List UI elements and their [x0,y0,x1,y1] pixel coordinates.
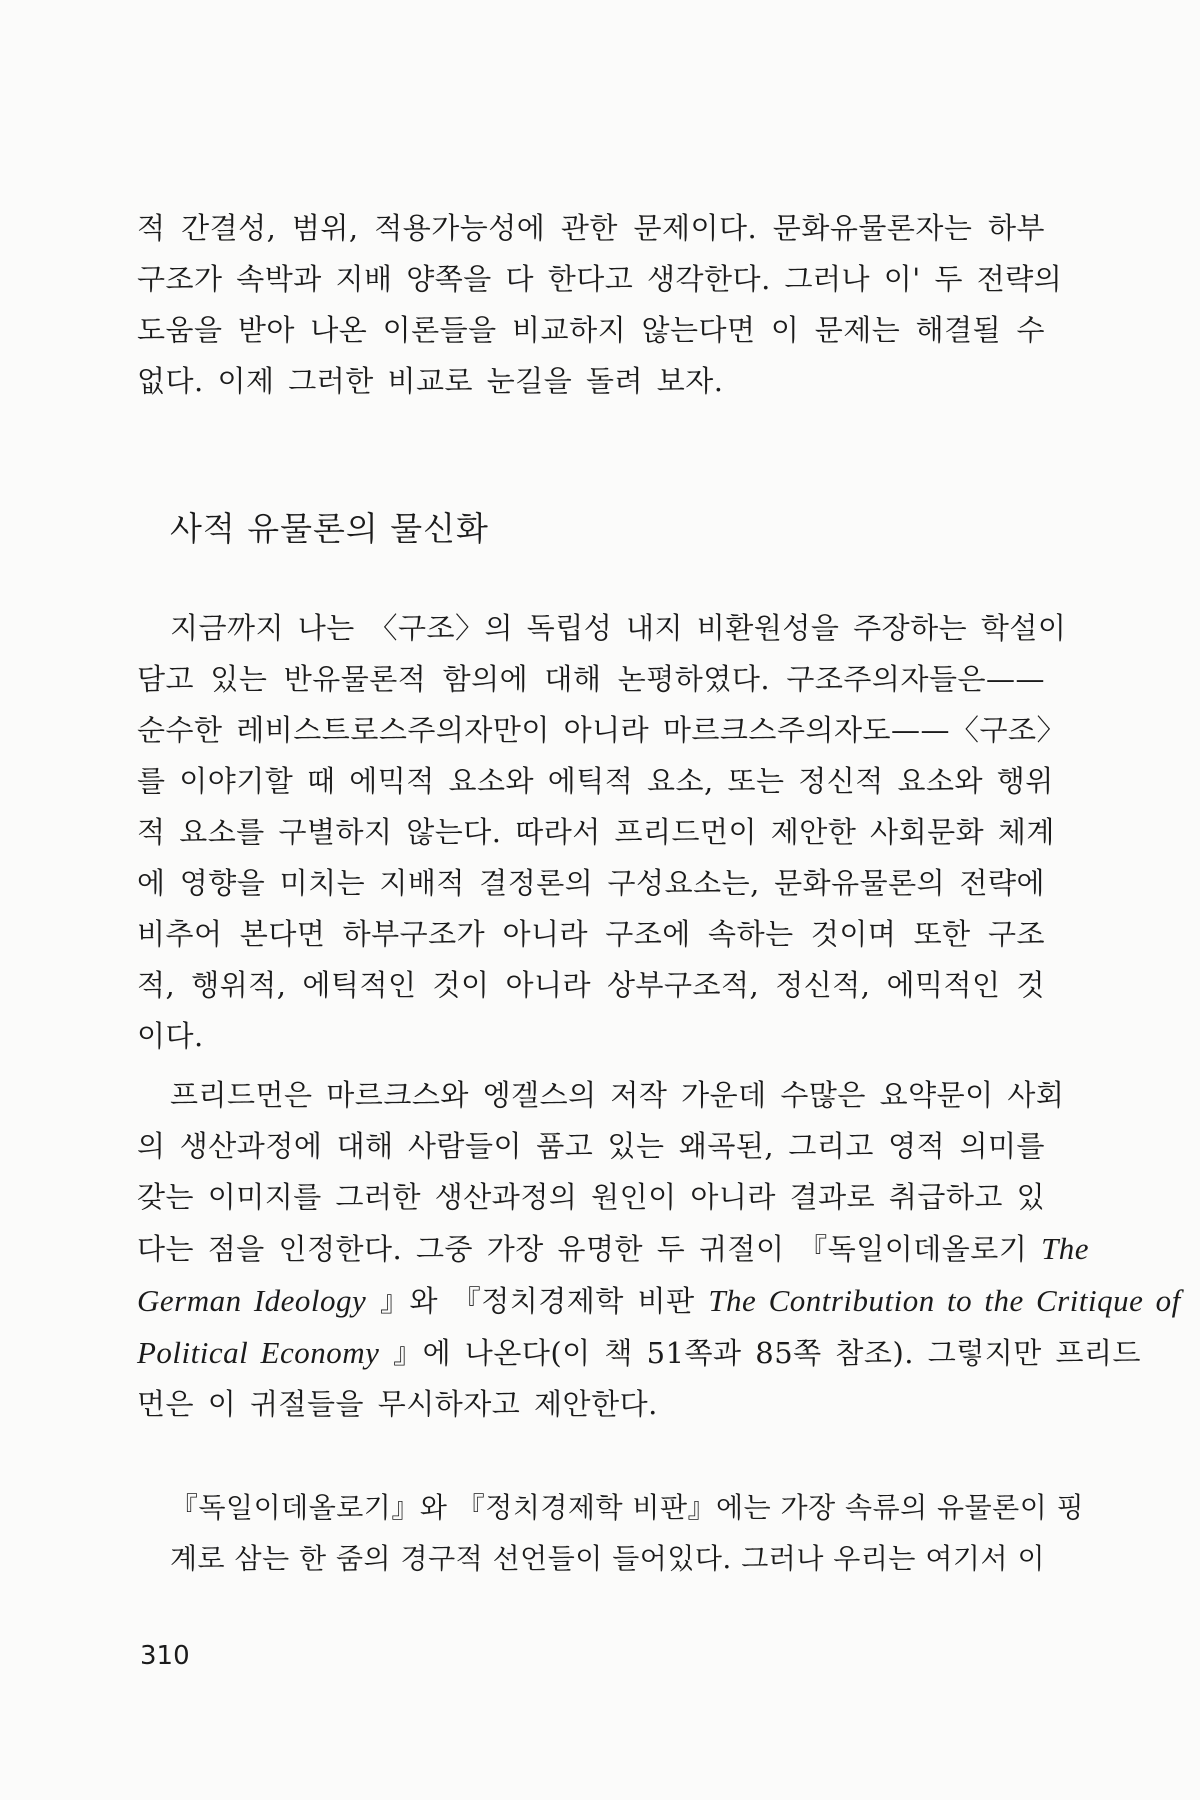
text-line: 지금까지 나는 〈구조〉의 독립성 내지 비환원성을 주장하는 학설이 [170,611,1067,645]
text-line: 적, 행위적, 에틱적인 것이 아니라 상부구조적, 정신적, 에믹적인 것 [137,968,1045,1002]
text-line: 갖는 이미지를 그러한 생산과정의 원인이 아니라 결과로 취급하고 있 [137,1180,1046,1214]
text-line: 적 요소를 구별하지 않는다. 따라서 프리드먼이 제안한 사회문화 체계 [137,815,1055,849]
text-line [137,1223,1090,1275]
book-title-english: The [1041,1231,1090,1266]
text-line: 『독일이데올로기』와 『정치경제학 비판』에는 가장 속류의 유물론이 핑 [170,1491,1085,1524]
text-line: 이다. [137,1019,204,1053]
text-line [137,1327,1142,1379]
paragraph-1 [137,603,1067,1062]
text-line: 순수한 레비스트로스주의자만이 아니라 마르크스주의자도——〈구조〉 [137,713,1067,747]
text-line [137,1275,1181,1327]
text-line: 비추어 본다면 하부구조가 아니라 구조에 속하는 것이며 또한 구조 [137,917,1045,951]
intro-paragraph [137,203,1063,407]
text-line: 프리드먼은 마르크스와 엥겔스의 저작 가운데 수많은 요약문이 사회 [170,1078,1065,1112]
text-line: 의 생산과정에 대해 사람들이 품고 있는 왜곡된, 그리고 영적 의미를 [137,1129,1045,1163]
book-title-english: The Contribution to the Critique of [708,1283,1181,1318]
book-title-english: German Ideology [137,1283,367,1318]
text-line: 도움을 받아 나온 이론들을 비교하지 않는다면 이 문제는 해결될 수 [137,313,1045,347]
text-line: 적 간결성, 범위, 적용가능성에 관한 문제이다. 문화유물론자는 하부 [137,211,1045,245]
text-segment: 』에 나온다(이 책 51쪽과 85쪽 참조). 그렇지만 프리드 [393,1336,1142,1370]
paragraph-2 [137,1070,1181,1430]
text-line: 를 이야기할 때 에믹적 요소와 에틱적 요소, 또는 정신적 요소와 행위 [137,764,1054,798]
text-line: 없다. 이제 그러한 비교로 눈길을 돌려 보자. [137,364,724,398]
text-line: 먼은 이 귀절들을 무시하자고 제안한다. [137,1387,658,1421]
book-title-english: Political Economy [137,1335,380,1370]
text-line: 담고 있는 반유물론적 함의에 대해 논평하였다. 구조주의자들은—— [137,662,1045,696]
section-heading: 사적 유물론의 물신화 [170,509,489,548]
page-number: 310 [140,1641,190,1671]
text-line: 에 영향을 미치는 지배적 결정론의 구성요소는, 문화유물론의 전략에 [137,866,1045,900]
text-line: 구조가 속박과 지배 양쪽을 다 한다고 생각한다. 그러나 이' 두 전략의 [137,262,1063,296]
text-segment: 』와 『정치경제학 비판 [380,1284,695,1318]
text-line: 계로 삼는 한 줌의 경구적 선언들이 들어있다. 그러나 우리는 여기서 이 [170,1542,1045,1575]
text-segment: 다는 점을 인정한다. 그중 가장 유명한 두 귀절이 『독일이데올로기 [137,1232,1028,1266]
block-quote [170,1482,1085,1584]
